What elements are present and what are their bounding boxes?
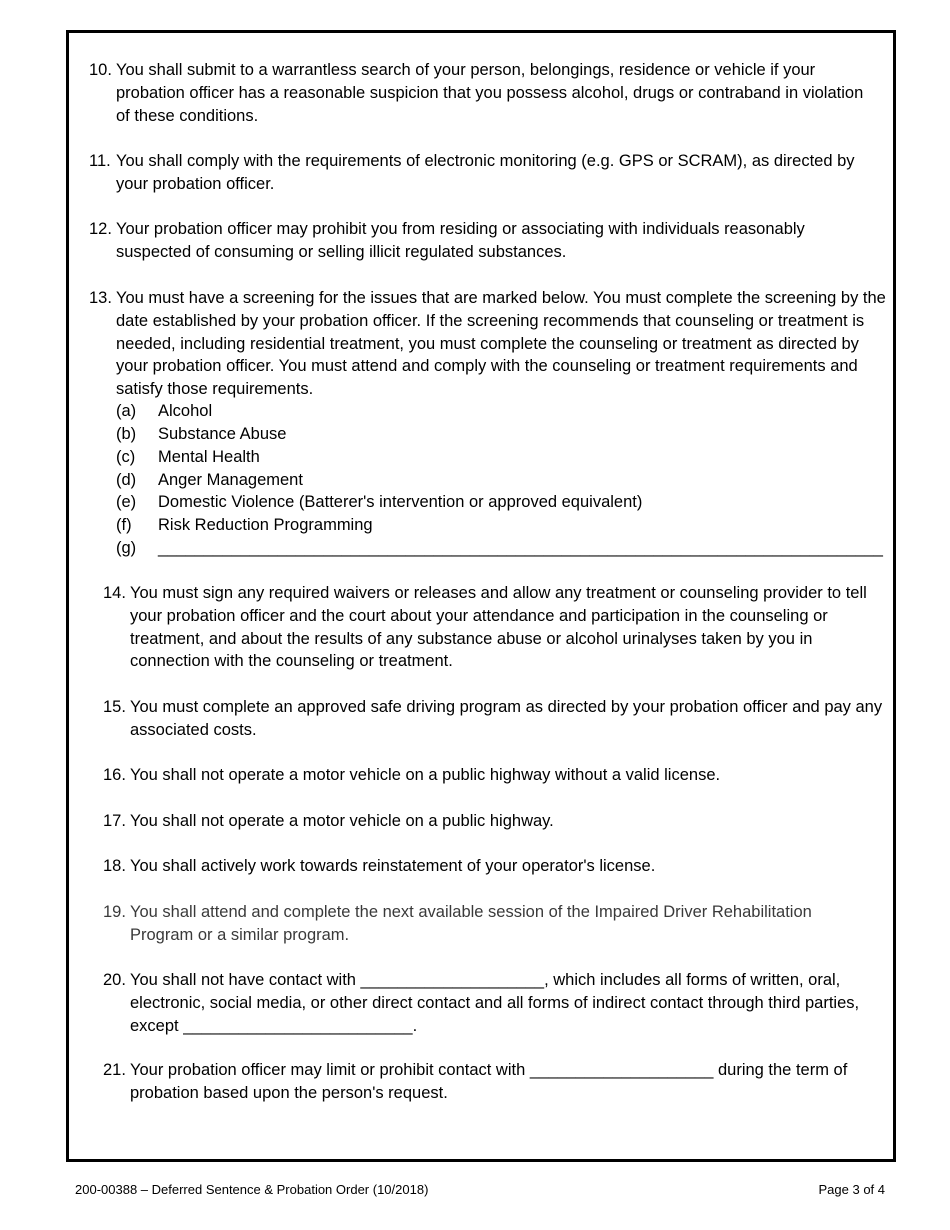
- screening-label: Anger Management: [158, 471, 303, 489]
- condition-number: 13.: [89, 289, 112, 307]
- screening-label: Risk Reduction Programming: [158, 516, 373, 534]
- screening-label: Substance Abuse: [158, 425, 287, 443]
- footer-page-number: Page 3 of 4: [818, 1182, 885, 1197]
- screening-item-alcohol: [116, 400, 876, 423]
- screening-item-substance-abuse: [116, 423, 876, 446]
- screening-label: Alcohol: [158, 402, 213, 420]
- screening-item-other-blank: [116, 537, 883, 560]
- screening-label: Mental Health: [158, 448, 260, 466]
- screening-letter: (d): [116, 471, 137, 489]
- condition-10: [89, 59, 879, 127]
- condition-11: [89, 150, 884, 196]
- condition-text: You must have a screening for the issues that are marked below. You must complete the screening by the date established by your probation officer. If the screening recommends that counseling or treatment is needed, including residential treatment, you must complete the counseling or treatment as directed by your probation officer. You must attend and comply with the counseling or treatment requirements and satisfy those requirements.: [116, 289, 886, 399]
- condition-21: [103, 1059, 883, 1105]
- condition-number: 15.: [103, 698, 126, 716]
- condition-number: 16.: [103, 766, 126, 784]
- condition-text: You must complete an approved safe driving program as directed by your probation officer and pay any associated costs.: [130, 698, 883, 739]
- condition-number: 21.: [103, 1061, 126, 1079]
- condition-text: Your probation officer may limit or prohibit contact with ____________________ during the term of probation based upon the person's request.: [130, 1061, 848, 1102]
- screening-item-domestic-violence: [116, 491, 876, 514]
- condition-text: You shall comply with the requirements of electronic monitoring (e.g. GPS or SCRAM), as directed by your probation officer.: [116, 152, 855, 193]
- screening-label: Domestic Violence (Batterer's intervention or approved equivalent): [158, 493, 643, 511]
- screening-blank-line: _______________________________________________________________________________: [158, 539, 883, 557]
- condition-text: You shall submit to a warrantless search of your person, belongings, residence or vehicle if your probation officer has a reasonable suspicion that you possess alcohol, drugs or contraband in violation of these conditions.: [116, 61, 864, 125]
- screening-letter: (f): [116, 516, 132, 534]
- condition-text: You shall not operate a motor vehicle on a public highway without a valid license.: [130, 766, 721, 784]
- screening-letter: (c): [116, 448, 136, 466]
- condition-text: You shall not have contact with ____________________, which includes all forms of written, oral, electronic, social media, or other direct contact and all forms of indirect contact through third parties, except _________________________.: [130, 971, 860, 1035]
- screening-item-risk-reduction: [116, 514, 876, 537]
- screening-item-anger-management: [116, 469, 876, 492]
- condition-number: 14.: [103, 584, 126, 602]
- condition-18: [103, 855, 883, 878]
- condition-20: [103, 969, 883, 1037]
- screening-letter: (a): [116, 402, 137, 420]
- condition-number: 17.: [103, 812, 126, 830]
- condition-15: [103, 696, 890, 742]
- condition-number: 12.: [89, 220, 112, 238]
- condition-19: [103, 901, 863, 947]
- screening-item-mental-health: [116, 446, 876, 469]
- condition-17: [103, 810, 883, 833]
- condition-14: [103, 582, 883, 673]
- condition-text: You must sign any required waivers or releases and allow any treatment or counseling provider to tell your probation officer and the court about your attendance and participation in the counseling or treatment, and about the results of any substance abuse or alcohol urinalyses taken by you in connection with the counseling or treatment.: [130, 584, 867, 671]
- condition-text: You shall actively work towards reinstatement of your operator's license.: [130, 857, 656, 875]
- condition-16: [103, 764, 883, 787]
- condition-number: 18.: [103, 857, 126, 875]
- screening-letter: (e): [116, 493, 137, 511]
- condition-12: [89, 218, 879, 264]
- condition-text: Your probation officer may prohibit you from residing or associating with individuals reasonably suspected of consuming or selling illicit regulated substances.: [116, 220, 805, 261]
- condition-13: [89, 287, 889, 401]
- condition-text: You shall not operate a motor vehicle on a public highway.: [130, 812, 554, 830]
- condition-text: You shall attend and complete the next available session of the Impaired Driver Rehabilitation Program or a similar program.: [130, 903, 812, 944]
- condition-number: 11.: [89, 152, 111, 170]
- footer-form-id: 200-00388 – Deferred Sentence & Probation Order (10/2018): [75, 1182, 429, 1197]
- screening-letter: (b): [116, 425, 137, 443]
- screening-letter: (g): [116, 539, 137, 557]
- condition-number: 20.: [103, 971, 126, 989]
- condition-number: 19.: [103, 903, 126, 921]
- condition-number: 10.: [89, 61, 112, 79]
